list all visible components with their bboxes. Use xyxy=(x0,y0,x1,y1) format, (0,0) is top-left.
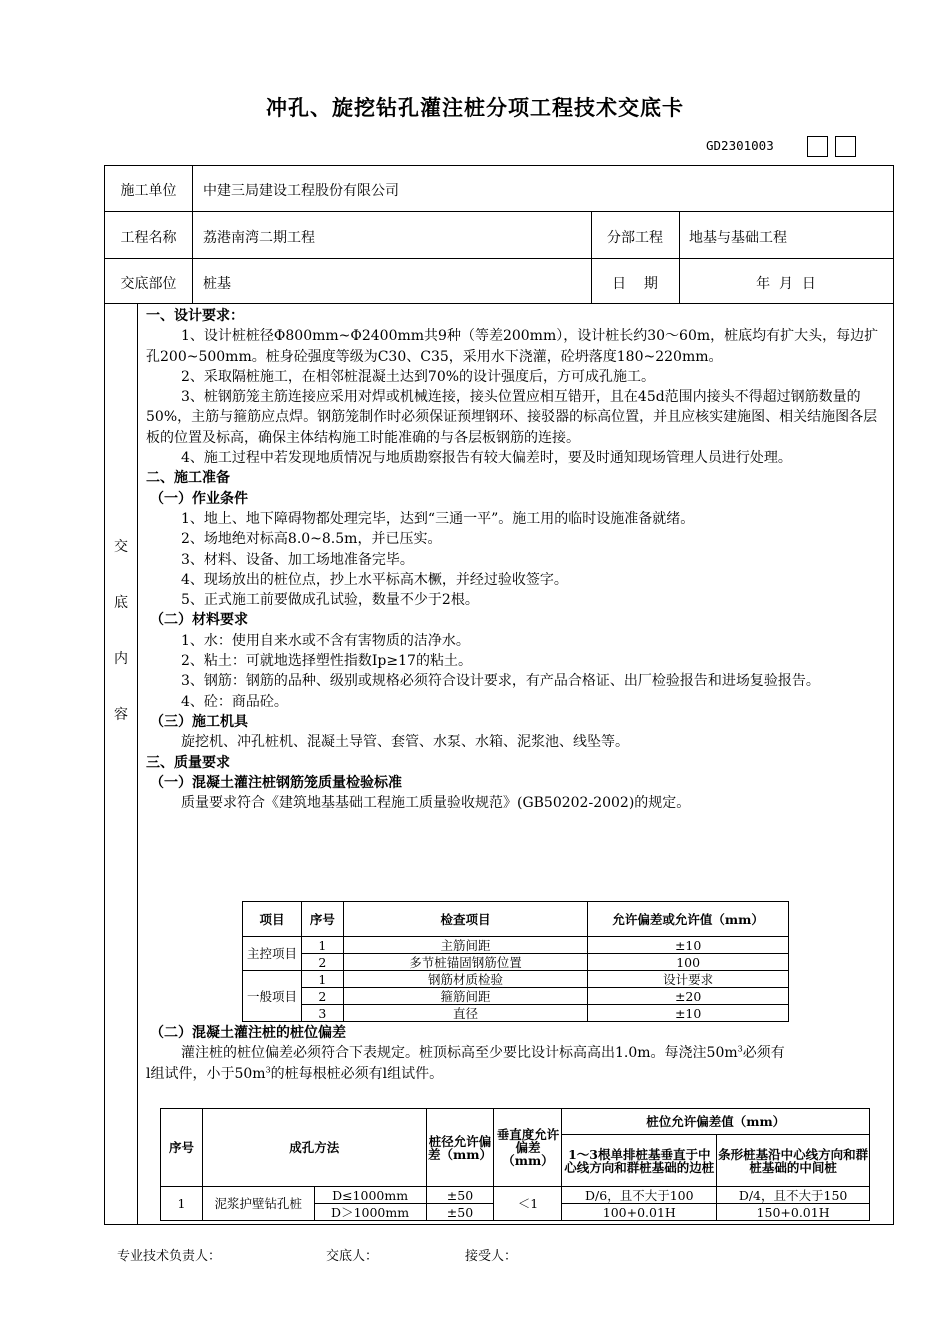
table1-header: 检查项目 xyxy=(343,902,587,937)
paragraph: 1、地上、地下障碍物都处理完毕，达到“三通一平”。施工用的临时设施准备就绪。 xyxy=(181,510,695,527)
table2-header: 条形桩基沿中心线方向和群桩基础的中间桩 xyxy=(717,1135,870,1187)
unit-value: 中建三局建设工程股份有限公司 xyxy=(203,183,399,199)
disclosure-content xyxy=(146,306,887,813)
table2-header: 桩位允许偏差值（mm） xyxy=(562,1109,870,1135)
paragraph: l组试件，小于$50m^3$的桩每根桩必须有l组试件。 xyxy=(146,1064,444,1082)
subsection-heading: （二）材料要求 xyxy=(150,612,248,629)
date-value: 年 月 日 xyxy=(756,276,816,292)
side-label xyxy=(105,314,137,1224)
side-char: 内 xyxy=(114,651,128,667)
subsection-heading: （二）混凝土灌注桩的桩位偏差 xyxy=(150,1025,346,1041)
table1-header: 序号 xyxy=(301,902,343,937)
part-label: 交底部位 xyxy=(120,276,177,292)
subsection-heading: （一）作业条件 xyxy=(150,490,248,507)
table1-cell: 1 xyxy=(301,937,343,954)
table1-cell: 多节桩锚固钢筋位置 xyxy=(343,954,587,971)
table1-group: 主控项目 xyxy=(243,937,302,971)
table1-cell: 1 xyxy=(301,971,343,988)
subproject-value: 地基与基础工程 xyxy=(689,230,787,246)
table1-group: 一般项目 xyxy=(243,971,302,1022)
table2-header: 桩径允许偏差（mm） xyxy=(426,1109,494,1187)
part-value: 桩基 xyxy=(203,276,231,292)
project-label: 工程名称 xyxy=(120,230,177,246)
table1-cell: 设计要求 xyxy=(588,971,789,988)
table2-cell: D≤1000mm xyxy=(314,1187,426,1204)
table2-header: 序号 xyxy=(161,1109,203,1187)
disclosure-content-2 xyxy=(146,1023,887,1084)
paragraph: 5、正式施工前要做成孔试验，数量不少于2根。 xyxy=(181,592,479,609)
section-heading: 一、设计要求： xyxy=(146,308,244,324)
paragraph: 2、粘土：可就地选择塑性指数Ip≥17的粘土。 xyxy=(181,653,472,670)
table2-header: 1～3根单排桩基垂直于中心线方向和群桩基础的边桩 xyxy=(562,1135,717,1187)
document-number: GD2301003 xyxy=(706,138,774,153)
table1-header: 项目 xyxy=(243,902,302,937)
table2-header: 成孔方法 xyxy=(202,1109,426,1187)
section-heading: 二、施工准备 xyxy=(146,470,230,487)
checkbox-1[interactable] xyxy=(807,136,828,157)
checkbox-2[interactable] xyxy=(835,136,856,157)
table1-cell: 2 xyxy=(301,954,343,971)
paragraph: 1、水：使用自来水或不含有害物质的洁净水。 xyxy=(181,632,470,649)
table2-cell: 泥浆护壁钻孔桩 xyxy=(202,1187,314,1221)
table2-cell: D＞1000mm xyxy=(314,1204,426,1221)
table1-cell: ±20 xyxy=(588,988,789,1005)
table2-cell: D/4，且不大于150 xyxy=(717,1187,870,1204)
table2-cell: 100+0.01H xyxy=(562,1204,717,1221)
paragraph: 1、设计桩桩径Φ800mm~Φ2400mm共9种（等差200mm），设计桩长约30～60m，桩底均有扩大头，每边扩孔200~500mm。桩身砼强度等级为C30、C35，采用水下浇灌，砼坍落度180~220mm。 xyxy=(146,328,879,365)
table1-cell: 2 xyxy=(301,988,343,1005)
side-char: 交 xyxy=(114,539,128,555)
table1-cell: 主筋间距 xyxy=(343,937,587,954)
table1-header: 允许偏差或允许值（mm） xyxy=(588,902,789,937)
side-char: 底 xyxy=(114,595,128,611)
paragraph: 3、桩钢筋笼主筋连接应采用对焊或机械连接，接头位置应相互错开，且在45d范围内接头不得超过钢筋数量的50%，主筋与箍筋应点焊。钢筋笼制作时必须保证预埋钢环、接驳器的标高位置，并且应核实建施图、相关结施图各层板的位置及标高，确保主体结构施工时能准确的与各层板钢筋的连接。 xyxy=(146,389,878,446)
date-label: 日 期 xyxy=(612,276,658,292)
paragraph: 旋挖机、冲孔桩机、混凝土导管、套管、水泵、水箱、泥浆池、线坠等。 xyxy=(181,734,629,751)
table2-cell: ＜1 xyxy=(494,1187,562,1221)
pile-position-tolerance-table xyxy=(160,1108,870,1221)
table1-cell: ±10 xyxy=(588,1005,789,1022)
paragraph: 2、场地绝对标高8.0~8.5m，并已压实。 xyxy=(181,531,442,548)
paragraph: 2、采取隔桩施工，在相邻桩混凝土达到70%的设计强度后，方可成孔施工。 xyxy=(181,368,656,385)
table2-cell: ±50 xyxy=(426,1187,494,1204)
paragraph: 4、砼：商品砼。 xyxy=(181,693,288,710)
page-title: 冲孔、旋挖钻孔灌注桩分项工程技术交底卡 xyxy=(266,95,684,120)
table2-cell: 150+0.01H xyxy=(717,1204,870,1221)
receiver-signature: 接受人： xyxy=(465,1249,518,1264)
table2-cell: D/6，且不大于100 xyxy=(562,1187,717,1204)
side-char: 容 xyxy=(114,707,128,723)
paragraph: 灌注桩的桩位偏差必须符合下表规定。桩顶标高至少要比设计标高高出1.0m。每浇注$50m^3$必须有 xyxy=(181,1044,785,1062)
paragraph: 质量要求符合《建筑地基基础工程施工质量验收规范》(GB50202-2002)的规定。 xyxy=(181,795,691,812)
paragraph: 4、施工过程中若发现地质情况与地质勘察报告有较大偏差时，要及时通知现场管理人员进行处理。 xyxy=(181,450,792,467)
discloser-signature: 交底人： xyxy=(326,1249,379,1264)
project-value: 荔港南湾二期工程 xyxy=(203,230,315,246)
paragraph: 3、材料、设备、加工场地准备完毕。 xyxy=(181,551,414,568)
table1-cell: ±10 xyxy=(588,937,789,954)
subsection-heading: （一）混凝土灌注桩钢筋笼质量检验标准 xyxy=(150,774,402,791)
table1-cell: 100 xyxy=(588,954,789,971)
subsection-heading: （三）施工机具 xyxy=(150,713,248,730)
rebar-cage-inspection-table xyxy=(242,901,789,1022)
table2-header: 垂直度允许偏差（mm） xyxy=(494,1109,562,1187)
table1-cell: 直径 xyxy=(343,1005,587,1022)
table1-cell: 钢筋材质检验 xyxy=(343,971,587,988)
table1-cell: 3 xyxy=(301,1005,343,1022)
table2-cell: 1 xyxy=(161,1187,203,1221)
table1-cell: 箍筋间距 xyxy=(343,988,587,1005)
tech-lead-signature: 专业技术负责人： xyxy=(117,1249,222,1264)
subproject-label: 分部工程 xyxy=(607,230,663,246)
section-heading: 三、质量要求 xyxy=(146,754,230,771)
unit-label: 施工单位 xyxy=(120,183,177,199)
paragraph: 3、钢筋：钢筋的品种、级别或规格必须符合设计要求，有产品合格证、出厂检验报告和进场复验报告。 xyxy=(181,673,820,690)
paragraph: 4、现场放出的桩位点，抄上水平标高木橛，并经过验收签字。 xyxy=(181,571,568,588)
table2-cell: ±50 xyxy=(426,1204,494,1221)
